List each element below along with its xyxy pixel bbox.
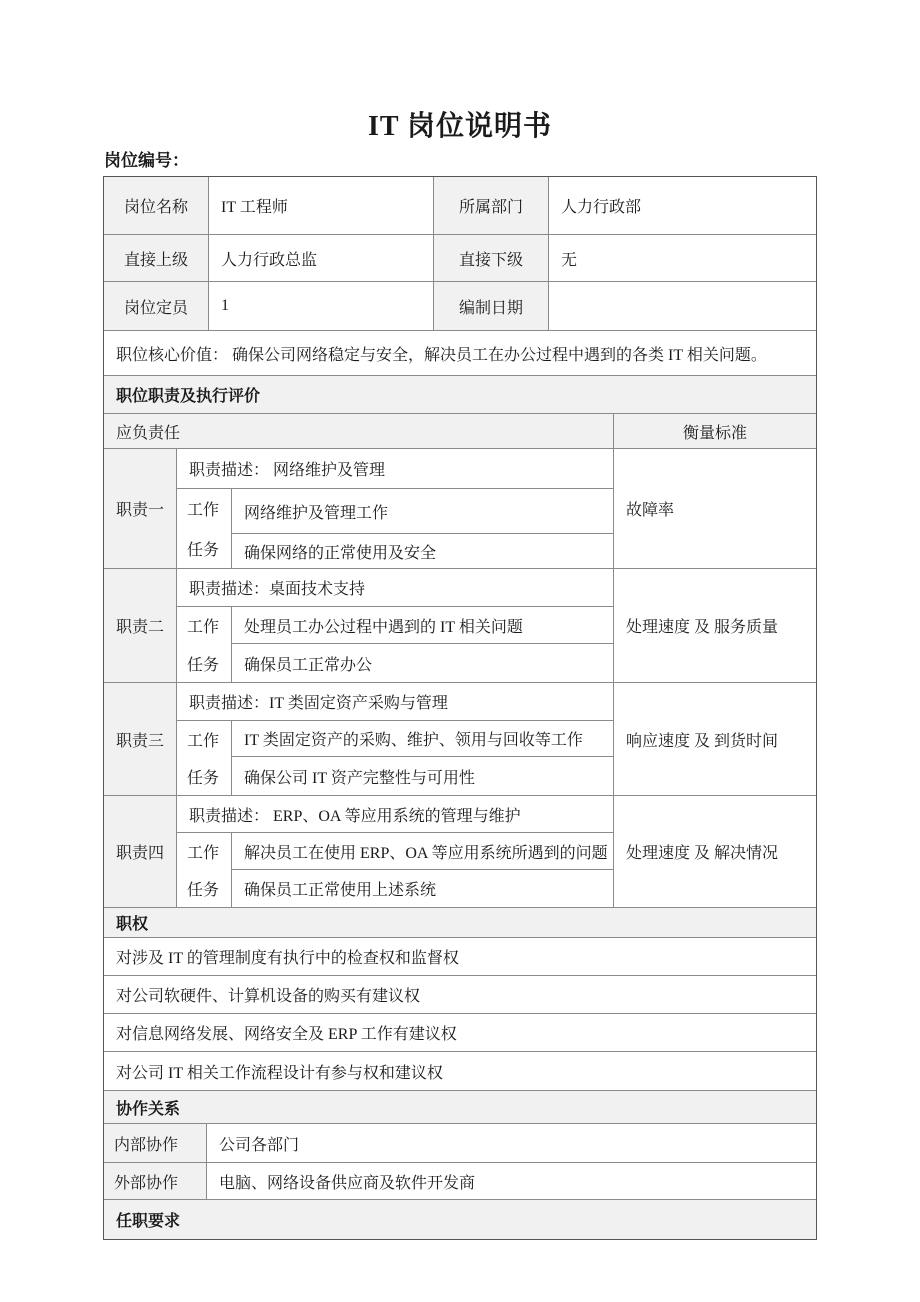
info-label-date: 编制日期: [434, 282, 549, 330]
work-task-line2: 任务: [187, 541, 220, 559]
duty-task-2: 确保员工正常使用上述系统: [232, 870, 614, 907]
duty-task-2: 确保网络的正常使用及安全: [232, 534, 614, 568]
authority-item: 对涉及 IT 的管理制度有执行中的检查权和监督权: [104, 938, 816, 976]
duty-description: 职责描述： 网络维护及管理: [177, 449, 614, 489]
work-task-label: [177, 607, 232, 682]
collaboration-row: [104, 1163, 816, 1200]
info-label-department: 所属部门: [434, 177, 549, 234]
work-task-line2: 任务: [187, 656, 220, 674]
info-value-date: [549, 282, 816, 330]
collaboration-row: [104, 1124, 816, 1163]
section-header-duties: 职位职责及执行评价: [104, 376, 816, 414]
authority-item: 对公司软硬件、计算机设备的购买有建议权: [104, 976, 816, 1014]
info-value-headcount: 1: [209, 282, 434, 330]
collab-value-internal: 公司各部门: [219, 1136, 300, 1154]
duty-description: 职责描述： ERP、OA 等应用系统的管理与维护: [177, 796, 614, 833]
info-row: [104, 235, 816, 282]
duty-task-2: 确保公司 IT 资产完整性与可用性: [232, 757, 614, 795]
section-header-collaboration: 协作关系: [104, 1091, 816, 1124]
measure-header: 衡量标准: [614, 414, 816, 448]
duty-task-1: 处理员工办公过程中遇到的 IT 相关问题: [232, 607, 614, 644]
job-number-label: 岗位编号：: [104, 151, 189, 170]
responsibility-header-row: [104, 414, 816, 449]
duty-task-1: 网络维护及管理工作: [232, 489, 614, 534]
info-label-superior: 直接上级: [104, 235, 209, 281]
info-value-superior: 人力行政总监: [209, 235, 434, 281]
info-value-subordinate: 无: [561, 251, 578, 269]
authority-item: 对公司 IT 相关工作流程设计有参与权和建议权: [104, 1052, 816, 1091]
duty-task-1: IT 类固定资产的采购、维护、领用与回收等工作: [232, 721, 614, 757]
collab-label-internal: 内部协作: [104, 1124, 207, 1162]
work-task-line1: 工作: [187, 733, 220, 750]
duty-task-1: 解决员工在使用 ERP、OA 等应用系统所遇到的问题: [232, 833, 614, 870]
duty-name: 职责一: [104, 449, 177, 568]
info-label-headcount: 岗位定员: [104, 282, 209, 330]
info-value-position-name: IT 工程师: [209, 177, 434, 234]
collab-value-external: 电脑、网络设备供应商及软件开发商: [219, 1174, 476, 1192]
duty-name: 职责三: [104, 683, 177, 795]
authority-item: 对信息网络发展、网络安全及 ERP 工作有建议权: [104, 1014, 816, 1052]
duty-block-3: [104, 683, 816, 796]
duty-description: 职责描述：桌面技术支持: [177, 569, 614, 607]
section-header-requirements: 任职要求: [104, 1200, 816, 1239]
work-task-line2: 任务: [187, 882, 220, 899]
info-value-department: 人力行政部: [561, 199, 642, 216]
work-task-label: [177, 489, 232, 568]
collab-label-external: 外部协作: [104, 1163, 207, 1199]
document-title: IT 岗位说明书: [367, 111, 553, 142]
duty-block-2: [104, 569, 816, 683]
duty-name: 职责四: [104, 796, 177, 907]
responsibility-header: 应负责任: [104, 414, 614, 448]
duty-block-1: [104, 449, 816, 569]
duty-measure: 处理速度 及 服务质量: [626, 619, 779, 636]
work-task-line1: 工作: [187, 619, 220, 637]
duty-task-2: 确保员工正常办公: [232, 644, 614, 682]
duty-measure: 处理速度 及 解决情况: [626, 845, 779, 862]
work-task-line1: 工作: [187, 845, 220, 862]
info-row: [104, 282, 816, 331]
info-row: [104, 177, 816, 235]
duty-measure: 响应速度 及 到货时间: [626, 732, 779, 750]
work-task-label: [177, 721, 232, 795]
info-label-position-name: 岗位名称: [104, 177, 209, 234]
duty-name: 职责二: [104, 569, 177, 682]
section-header-authority: 职权: [104, 908, 816, 938]
duty-measure: 故障率: [626, 502, 675, 519]
duty-description: 职责描述：IT 类固定资产采购与管理: [177, 683, 614, 721]
work-task-line1: 工作: [187, 502, 220, 520]
duty-block-4: [104, 796, 816, 908]
core-value-row: 职位核心价值： 确保公司网络稳定与安全，解决员工在办公过程中遇到的各类 IT 相关问题。: [104, 331, 816, 376]
info-label-subordinate: 直接下级: [434, 235, 549, 281]
job-description-table: [103, 176, 817, 1240]
work-task-line2: 任务: [187, 770, 220, 787]
work-task-label: [177, 833, 232, 907]
